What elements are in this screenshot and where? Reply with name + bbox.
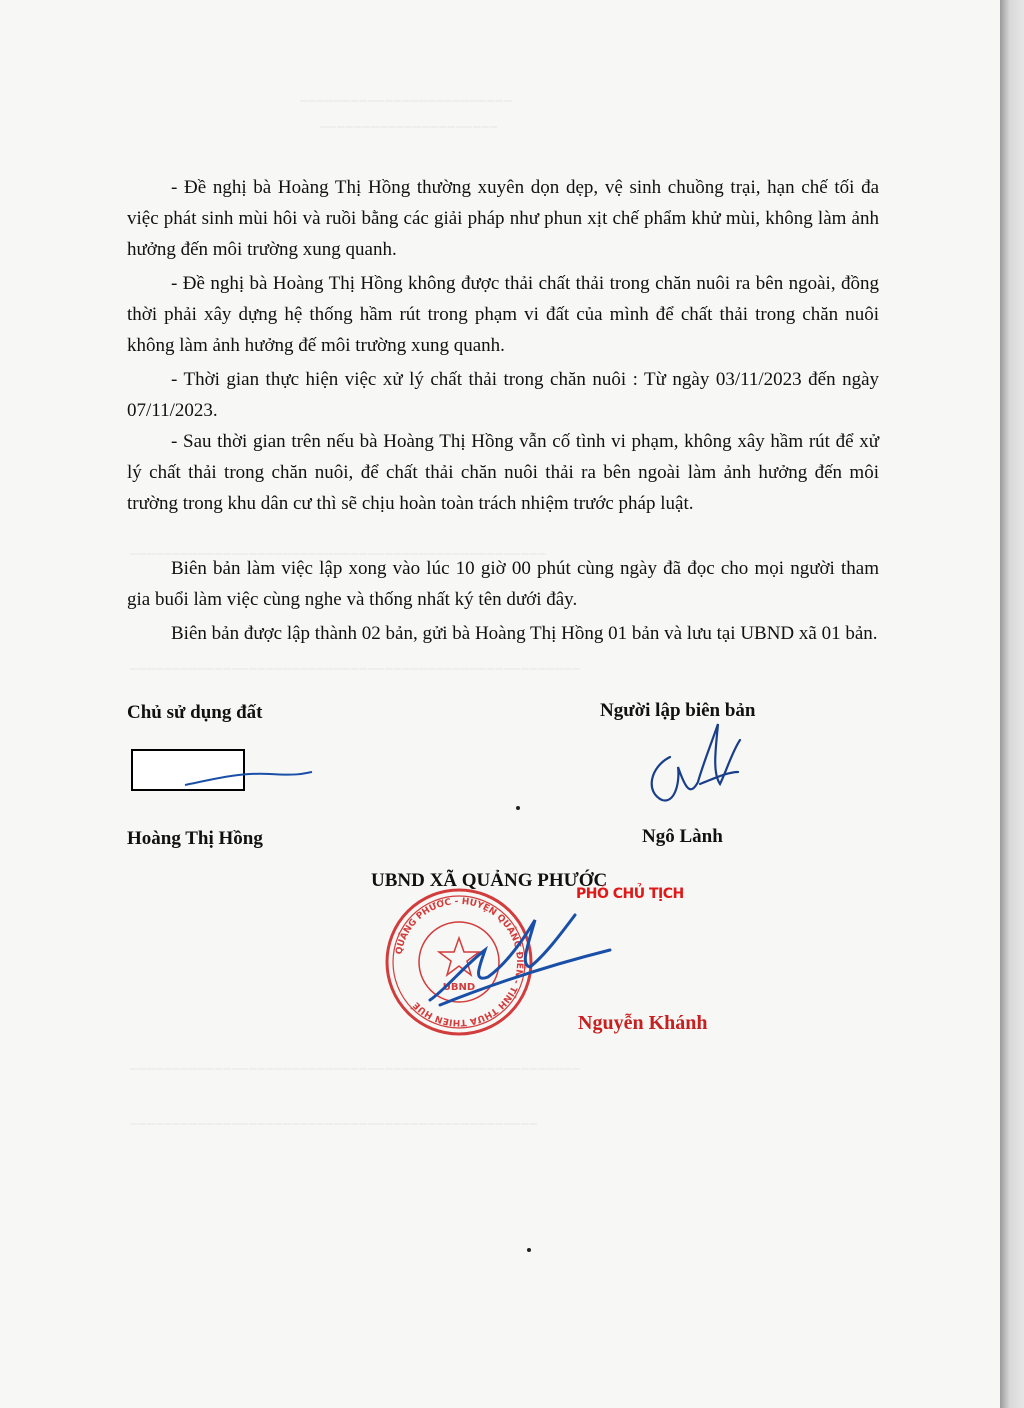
paragraph-deadline: - Thời gian thực hiện việc xử lý chất thải trong chăn nuôi : Từ ngày 03/11/2023 đến ngày 07/11/2023.	[127, 369, 879, 421]
paragraph-copies: Biên bản được lập thành 02 bản, gửi bà Hoàng Thị Hồng 01 bản và lưu tại UBND xã 01 bản.	[171, 623, 878, 644]
signature-stroke-left	[180, 760, 320, 790]
stamp-role: PHÓ CHỦ TỊCH	[576, 886, 684, 902]
signature-stroke-official	[410, 905, 620, 1015]
paragraph-violation: - Sau thời gian trên nếu bà Hoàng Thị Hồng vẫn cố tình vi phạm, không xây hầm rút để xử lý chất thải trong chăn nuôi, để chất thải chăn nuôi thải ra bên ngoài làm ảnh hưởng đến môi trường trong khu dân cư thì sẽ chịu hoàn toàn trách nhiệm trước pháp luật.	[127, 431, 879, 514]
signature-stroke-right	[640, 712, 750, 812]
signature-name-right: Ngô Lành	[642, 826, 723, 847]
paragraph-sanitation: - Đề nghị bà Hoàng Thị Hồng thường xuyên dọn dẹp, vệ sinh chuồng trại, hạn chế tối đa việc phát sinh mùi hôi và ruồi bằng các giải pháp như phun xịt chế phẩm khử mùi, không làm ảnh hưởng đến môi trường xung quanh.	[127, 177, 879, 260]
seal-ring-text: QUẢNG PHƯỚC - HUYỆN QUẢNG ĐIỀN - TỈNH THỪA THIÊN HUẾ	[394, 896, 525, 1028]
organization-title: UBND XÃ QUẢNG PHƯỚC	[371, 870, 608, 891]
bleed-through-text: ⎯⎯⎯⎯⎯⎯⎯⎯⎯⎯⎯⎯⎯⎯⎯⎯⎯⎯⎯⎯⎯⎯⎯⎯⎯⎯⎯⎯⎯⎯⎯⎯⎯⎯⎯⎯⎯⎯⎯⎯⎯⎯⎯⎯⎯⎯⎯⎯⎯⎯⎯⎯⎯	[130, 1061, 581, 1077]
bleed-through-text: ⎯⎯⎯⎯⎯⎯⎯⎯⎯⎯⎯⎯⎯⎯⎯⎯⎯⎯⎯⎯⎯⎯⎯⎯⎯⎯⎯⎯⎯⎯⎯⎯⎯⎯⎯⎯⎯⎯⎯⎯⎯⎯⎯⎯⎯⎯⎯⎯⎯	[130, 546, 547, 562]
bleed-through-text: ⎯⎯⎯⎯⎯⎯⎯⎯⎯⎯⎯⎯⎯⎯⎯⎯⎯⎯⎯⎯⎯	[320, 119, 499, 135]
signature-title-left: Chủ sử dụng đất	[127, 702, 263, 723]
seal-center-text: UBND	[442, 982, 476, 993]
paragraph-closing: Biên bản làm việc lập xong vào lúc 10 giờ 00 phút cùng ngày đã đọc cho mọi người tham gia buổi làm việc cùng nghe và thống nhất ký tên dưới đây.	[127, 558, 879, 610]
signature-name-left: Hoàng Thị Hồng	[127, 828, 263, 849]
bleed-through-text: ⎯⎯⎯⎯⎯⎯⎯⎯⎯⎯⎯⎯⎯⎯⎯⎯⎯⎯⎯⎯⎯⎯⎯⎯⎯	[300, 93, 513, 109]
signature-title-right: Người lập biên bản	[600, 700, 756, 721]
bleed-through-text: ⎯⎯⎯⎯⎯⎯⎯⎯⎯⎯⎯⎯⎯⎯⎯⎯⎯⎯⎯⎯⎯⎯⎯⎯⎯⎯⎯⎯⎯⎯⎯⎯⎯⎯⎯⎯⎯⎯⎯⎯⎯⎯⎯⎯⎯⎯⎯⎯	[130, 1116, 539, 1132]
stray-mark	[527, 1248, 531, 1252]
signature-name-official: Nguyễn Khánh	[578, 1012, 708, 1034]
paragraph-waste-disposal: - Đề nghị bà Hoàng Thị Hồng không được thải chất thải trong chăn nuôi ra bên ngoài, đồng thời phải xây dựng hệ thống hầm rút trong phạm vi đất của mình để chất thải trong chăn nuôi không làm ảnh hưởng đế môi trường xung quanh.	[127, 273, 879, 356]
bleed-through-text: ⎯⎯⎯⎯⎯⎯⎯⎯⎯⎯⎯⎯⎯⎯⎯⎯⎯⎯⎯⎯⎯⎯⎯⎯⎯⎯⎯⎯⎯⎯⎯⎯⎯⎯⎯⎯⎯⎯⎯⎯⎯⎯⎯⎯⎯⎯⎯⎯⎯⎯⎯⎯⎯	[130, 661, 581, 677]
page-edge-shadow	[1000, 0, 1024, 1408]
stray-mark	[516, 806, 520, 810]
